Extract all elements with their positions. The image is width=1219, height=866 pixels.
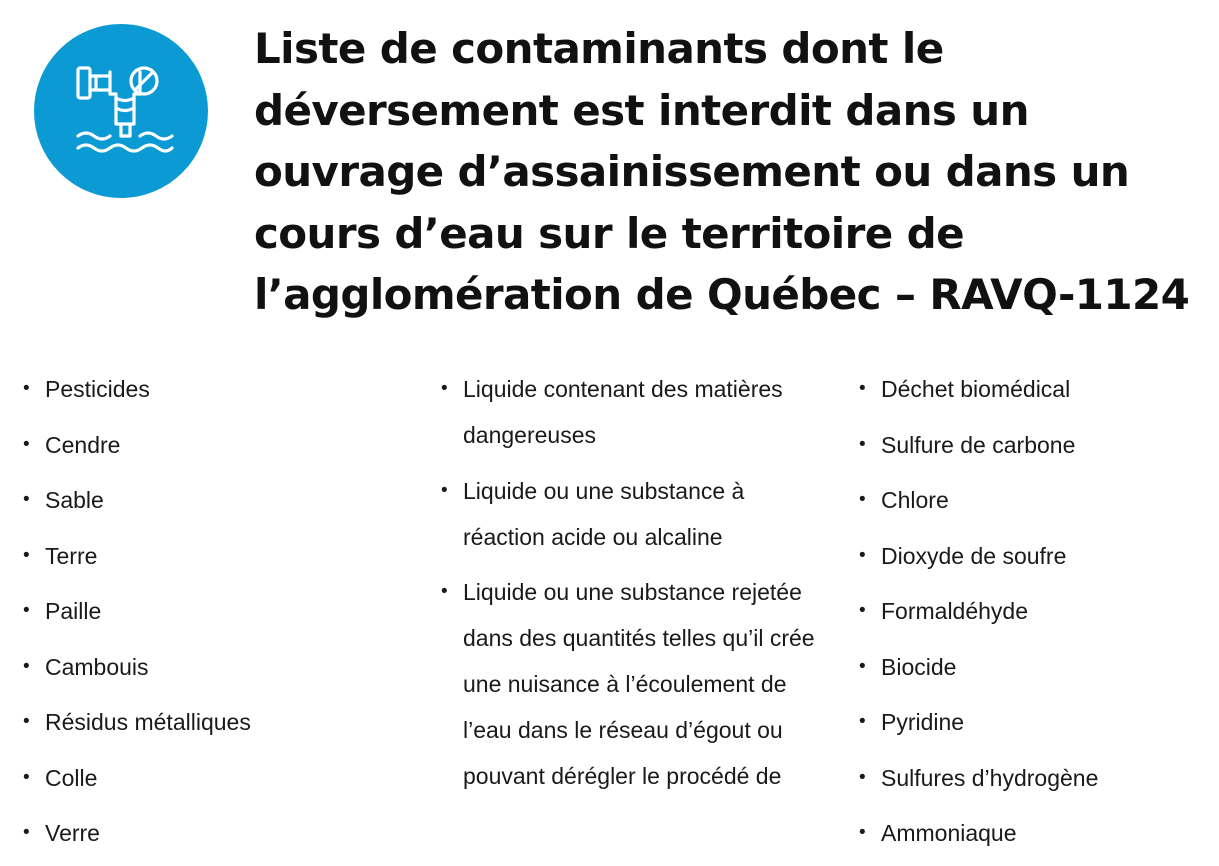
list-item: • Dioxyde de soufre [859,533,1214,579]
list-item: • Cendre [23,422,403,468]
list-item: • Sable [23,477,403,523]
list-item: • Terre [23,533,403,579]
contaminant-list-column-2 [441,366,816,809]
list-item: • Déchet biomédical [859,366,1214,412]
list-item: • Ammoniaque [859,810,1214,856]
list-item: • Verre [23,810,403,856]
page-title: Liste de contaminants dont le déversement est interdit dans un ouvrage d’assainissement ou dans un cours d’eau sur le territoire de l’agglomération de Québec – RAVQ-1124 [254,24,1190,319]
list-item: • Sulfure de carbone [859,422,1214,468]
list-item: • Cambouis [23,644,403,690]
list-item: • Résidus métalliques [23,699,403,745]
list-item: • Sulfures d’hydrogène [859,755,1214,801]
list-item: • Pesticides [23,366,403,412]
list-item: • Formaldéhyde [859,588,1214,634]
list-item: • Pyridine [859,699,1214,745]
list-item: • Biocide [859,644,1214,690]
list-item: • Colle [23,755,403,801]
list-item: • Liquide ou une substance rejetée dans des quantités telles qu’il crée une nuisance à l’écoulement de l’eau dans le réseau d’égout ou pouvant dérégler le procédé de [441,569,816,799]
list-item: • Liquide ou une substance à réaction acide ou alcaline [441,468,816,560]
contaminant-list-column-3 [859,366,1214,866]
no-discharge-pipe-icon [34,24,208,198]
contaminant-list-column-1 [23,366,403,866]
list-item: • Paille [23,588,403,634]
list-item: • Chlore [859,477,1214,523]
list-item: • Liquide contenant des matières dangereuses [441,366,816,458]
